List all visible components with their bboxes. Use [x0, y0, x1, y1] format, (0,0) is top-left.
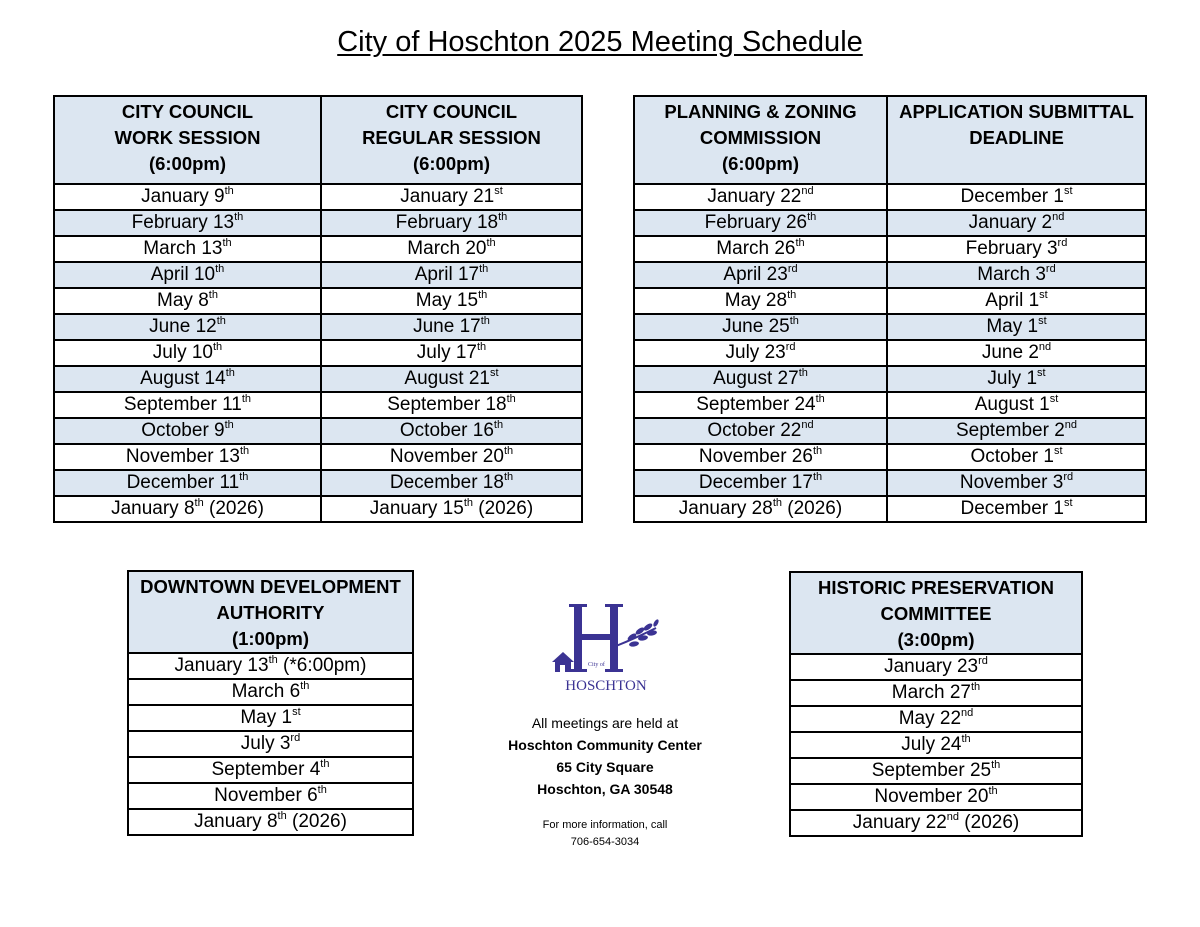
logo-name-text: HOSCHTON — [565, 678, 647, 694]
table-row — [54, 262, 582, 288]
table-row — [54, 184, 582, 210]
table-row — [54, 470, 582, 496]
table-row — [634, 496, 1146, 522]
date-cell: August 1st — [887, 392, 1146, 418]
date-cell: September 4th — [128, 757, 413, 783]
date-cell: May 22nd — [790, 706, 1082, 732]
date-cell: May 1st — [128, 705, 413, 731]
table-row — [634, 418, 1146, 444]
table-row — [790, 706, 1082, 732]
date-cell: April 23rd — [634, 262, 887, 288]
table-row — [54, 418, 582, 444]
planning-zoning-table — [633, 95, 1147, 523]
page-title: City of Hoschton 2025 Meeting Schedule — [337, 26, 863, 58]
table-row — [128, 679, 413, 705]
table-row — [128, 705, 413, 731]
date-cell: January 23rd — [790, 654, 1082, 680]
table-row — [54, 288, 582, 314]
date-cell: January 15th (2026) — [321, 496, 582, 522]
date-cell: March 3rd — [887, 262, 1146, 288]
date-cell: August 27th — [634, 366, 887, 392]
date-cell: October 9th — [54, 418, 321, 444]
date-cell: October 16th — [321, 418, 582, 444]
table-row — [54, 314, 582, 340]
date-cell: January 21st — [321, 184, 582, 210]
date-cell: July 1st — [887, 366, 1146, 392]
table-row — [634, 314, 1146, 340]
table-row — [54, 496, 582, 522]
regular-session-header: CITY COUNCIL REGULAR SESSION (6:00pm) — [321, 96, 582, 184]
date-cell: December 1st — [887, 496, 1146, 522]
table-row — [54, 444, 582, 470]
date-cell: August 14th — [54, 366, 321, 392]
date-cell: September 11th — [54, 392, 321, 418]
date-cell: September 25th — [790, 758, 1082, 784]
table-row — [790, 758, 1082, 784]
date-cell: April 17th — [321, 262, 582, 288]
table-row — [634, 340, 1146, 366]
table-row — [128, 783, 413, 809]
historic-preservation-table — [789, 571, 1083, 837]
date-cell: March 20th — [321, 236, 582, 262]
date-cell: July 24th — [790, 732, 1082, 758]
submittal-deadline-header: APPLICATION SUBMITTAL DEADLINE — [887, 96, 1146, 184]
date-cell: November 13th — [54, 444, 321, 470]
table-row — [634, 470, 1146, 496]
table-row — [634, 392, 1146, 418]
date-cell: July 3rd — [128, 731, 413, 757]
table-row — [54, 366, 582, 392]
table-row — [54, 340, 582, 366]
city-council-table — [53, 95, 583, 523]
table-row — [128, 809, 413, 835]
date-cell: November 6th — [128, 783, 413, 809]
date-cell: January 8th (2026) — [128, 809, 413, 835]
date-cell: June 2nd — [887, 340, 1146, 366]
date-cell: November 26th — [634, 444, 887, 470]
date-cell: January 28th (2026) — [634, 496, 887, 522]
date-cell: February 18th — [321, 210, 582, 236]
city-logo — [548, 600, 663, 695]
date-cell: May 8th — [54, 288, 321, 314]
date-cell: August 21st — [321, 366, 582, 392]
date-cell: December 18th — [321, 470, 582, 496]
date-cell: December 11th — [54, 470, 321, 496]
date-cell: March 6th — [128, 679, 413, 705]
hpc-header: HISTORIC PRESERVATION COMMITTEE (3:00pm) — [790, 572, 1082, 654]
contact-info: For more information, call 706-654-3034 — [542, 819, 668, 848]
table-row — [790, 784, 1082, 810]
date-cell: January 13th (*6:00pm) — [128, 653, 413, 679]
table-row — [54, 210, 582, 236]
dda-header: DOWNTOWN DEVELOPMENT AUTHORITY (1:00pm) — [128, 571, 413, 653]
meeting-location: All meetings are held at Hoschton Community Center 65 City Square Hoschton, GA 30548 — [508, 715, 702, 797]
logo-small-text: City of — [588, 662, 605, 668]
table-row — [634, 236, 1146, 262]
date-cell: December 17th — [634, 470, 887, 496]
table-row — [634, 366, 1146, 392]
table-row — [54, 392, 582, 418]
date-cell: June 17th — [321, 314, 582, 340]
table-row — [634, 210, 1146, 236]
planning-zoning-header: PLANNING & ZONING COMMISSION (6:00pm) — [634, 96, 887, 184]
date-cell: October 22nd — [634, 418, 887, 444]
table-row — [128, 731, 413, 757]
table-row — [634, 444, 1146, 470]
date-cell: July 10th — [54, 340, 321, 366]
date-cell: December 1st — [887, 184, 1146, 210]
date-cell: April 10th — [54, 262, 321, 288]
date-cell: January 22nd — [634, 184, 887, 210]
date-cell: October 1st — [887, 444, 1146, 470]
table-row — [790, 810, 1082, 836]
date-cell: January 22nd (2026) — [790, 810, 1082, 836]
date-cell: June 25th — [634, 314, 887, 340]
table-row — [634, 184, 1146, 210]
date-cell: February 3rd — [887, 236, 1146, 262]
date-cell: May 28th — [634, 288, 887, 314]
table-row — [790, 732, 1082, 758]
date-cell: February 26th — [634, 210, 887, 236]
date-cell: January 2nd — [887, 210, 1146, 236]
date-cell: April 1st — [887, 288, 1146, 314]
date-cell: July 23rd — [634, 340, 887, 366]
downtown-development-table — [127, 570, 414, 836]
table-row — [634, 262, 1146, 288]
table-row — [790, 654, 1082, 680]
table-row — [128, 653, 413, 679]
date-cell: June 12th — [54, 314, 321, 340]
table-row — [790, 680, 1082, 706]
date-cell: January 8th (2026) — [54, 496, 321, 522]
date-cell: May 15th — [321, 288, 582, 314]
date-cell: March 27th — [790, 680, 1082, 706]
table-row — [634, 288, 1146, 314]
date-cell: September 2nd — [887, 418, 1146, 444]
date-cell: September 24th — [634, 392, 887, 418]
table-row — [54, 236, 582, 262]
date-cell: January 9th — [54, 184, 321, 210]
date-cell: November 3rd — [887, 470, 1146, 496]
table-row — [128, 757, 413, 783]
date-cell: May 1st — [887, 314, 1146, 340]
date-cell: February 13th — [54, 210, 321, 236]
date-cell: September 18th — [321, 392, 582, 418]
date-cell: July 17th — [321, 340, 582, 366]
date-cell: November 20th — [790, 784, 1082, 810]
date-cell: November 20th — [321, 444, 582, 470]
date-cell: March 13th — [54, 236, 321, 262]
work-session-header: CITY COUNCIL WORK SESSION (6:00pm) — [54, 96, 321, 184]
date-cell: March 26th — [634, 236, 887, 262]
